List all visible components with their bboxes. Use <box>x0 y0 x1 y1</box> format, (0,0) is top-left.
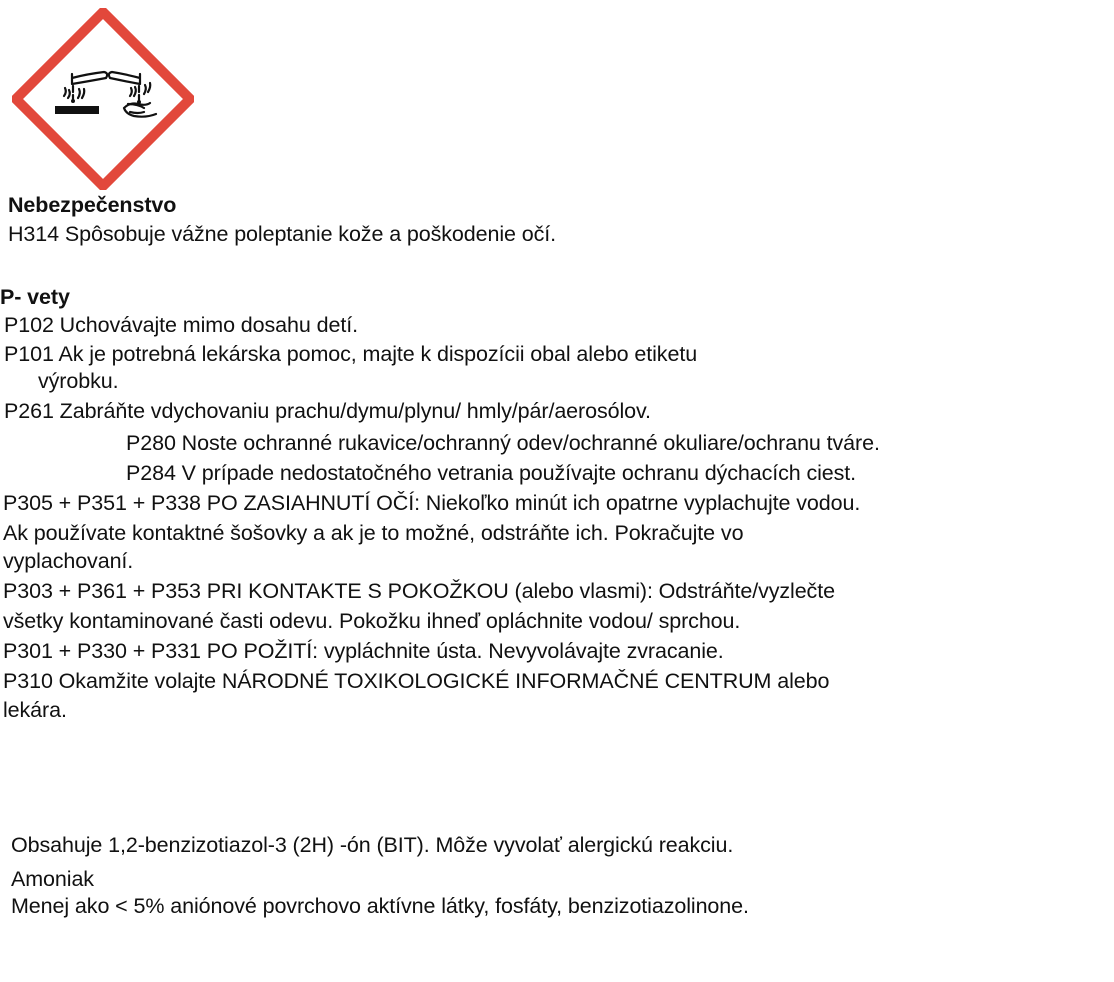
composition-note: Menej ako < 5% aniónové povrchovo aktívne látky, fosfáty, benzizotiazolinone. <box>11 894 749 918</box>
p-statement-p305-cont-2: vyplachovaní. <box>3 549 134 573</box>
p-statement-p101-cont: výrobku. <box>38 369 119 393</box>
p-statement-p284: P284 V prípade nedostatočného vetrania používajte ochranu dýchacích ciest. <box>126 461 857 485</box>
ghs05-corrosion-icon <box>12 8 194 190</box>
signal-word: Nebezpečenstvo <box>8 193 177 217</box>
p-statement-p310-cont: lekára. <box>3 698 67 722</box>
p-statement-p101: P101 Ak je potrebná lekárska pomoc, majte k dispozícii obal alebo etiketu <box>4 342 698 366</box>
p-statement-p303-p361-p353: P303 + P361 + P353 PRI KONTAKTE S POKOŽKOU (alebo vlasmi): Odstráňte/vyzlečte <box>3 579 835 603</box>
p-statement-p261: P261 Zabráňte vdychovaniu prachu/dymu/plynu/ hmly/pár/aerosólov. <box>4 399 651 423</box>
p-statement-p303-cont: všetky kontaminované časti odevu. Pokožku ihneď opláchnite vodou/ sprchou. <box>3 609 741 633</box>
p-statement-p305-cont-1: Ak používate kontaktné šošovky a ak je to možné, odstráňte ich. Pokračujte vo <box>3 521 744 545</box>
p-statement-p102: P102 Uchovávajte mimo dosahu detí. <box>4 313 358 337</box>
p-statement-p280: P280 Noste ochranné rukavice/ochranný odev/ochranné okuliare/ochranu tváre. <box>126 431 880 455</box>
p-statement-p310: P310 Okamžite volajte NÁRODNÉ TOXIKOLOGICKÉ INFORMAČNÉ CENTRUM alebo <box>3 669 830 693</box>
p-statement-p305-p351-p338: P305 + P351 + P338 PO ZASIAHNUTÍ OČÍ: Niekoľko minút ich opatrne vyplachujte vodou. <box>3 491 861 515</box>
hazard-statement-h314: H314 Spôsobuje vážne poleptanie kože a poškodenie očí. <box>8 222 557 246</box>
p-statement-p301-p330-p331: P301 + P330 + P331 PO POŽITÍ: vypláchnite ústa. Nevyvolávajte zvracanie. <box>3 639 724 663</box>
ingredient-amoniak: Amoniak <box>11 867 94 891</box>
allergen-note: Obsahuje 1,2-benzizotiazol-3 (2H) -ón (BIT). Môže vyvolať alergickú reakciu. <box>11 833 734 857</box>
precautionary-heading: P- vety <box>0 285 70 309</box>
